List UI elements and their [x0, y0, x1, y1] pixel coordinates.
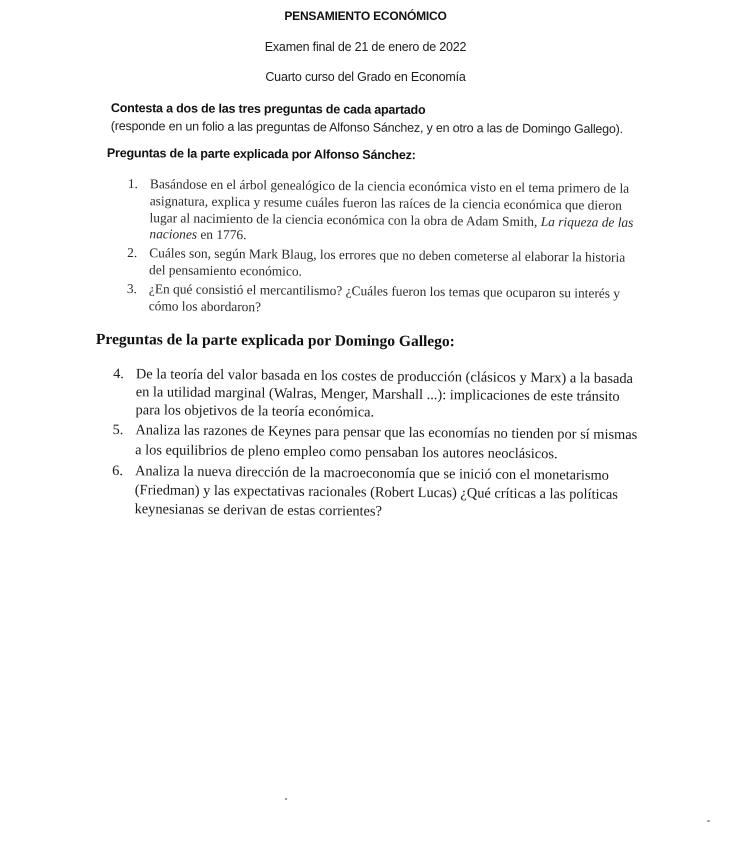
document-title: PENSAMIENTO ECONÓMICO — [284, 9, 447, 23]
question-text-end: en 1776. — [196, 227, 247, 243]
question-text: Analiza las razones de Keynes para pensar que las economías no tienden por sí mismas a los equilibrios de pleno empleo como pensaban los autores neoclásicos. — [135, 422, 638, 463]
book-title: La riqueza de las naciones — [149, 213, 634, 243]
question-text: Basándose en el árbol genealógico de la ciencia económica visto en el tema primero de la asignatura, explica y resume cuáles fueron las raíces de la ciencia económica que dieron lugar al nacimiento de la ciencia económica con la obra de Adam Smith, — [149, 176, 630, 229]
question-2 — [123, 245, 643, 284]
section-a-questions — [123, 176, 644, 321]
instructions-main: Contesta a dos de las tres preguntas de cada apartado — [110, 100, 426, 117]
question-number: 4. — [113, 366, 124, 383]
section-b-questions — [109, 366, 640, 525]
question-number: 3. — [126, 280, 137, 296]
question-5 — [109, 420, 639, 465]
question-text: De la teoría del valor basada en los costes de producción (clásicos y Marx) a la basada en la utilidad marginal (Walras, Menger, Marshall ...): implicaciones de este tránsito para los objetivos de la teoría económica. — [135, 366, 634, 421]
section-b-heading: Preguntas de la parte explicada por Domingo Gallego: — [95, 331, 455, 351]
question-number: 2. — [127, 245, 138, 261]
scan-speck — [707, 820, 710, 822]
scan-speck — [285, 798, 287, 800]
question-1 — [123, 176, 644, 248]
course-line: Cuarto curso del Grado en Economía — [265, 70, 466, 84]
exam-date: Examen final de 21 de enero de 2022 — [264, 40, 467, 54]
question-6 — [109, 462, 640, 524]
instructions-note: (responde en un folio a las preguntas de Alfonso Sánchez, y en otro a las de Domingo Gallego). — [110, 118, 623, 137]
instructions — [111, 99, 711, 139]
section-a-heading: Preguntas de la parte explicada por Alfonso Sánchez: — [106, 146, 416, 163]
question-text: Analiza la nueva dirección de la macroeconomía que se inició con el monetarismo (Friedman) y las expectativas racionales (Robert Lucas) ¿Qué críticas a las políticas keynesianas se derivan de estas corrientes? — [134, 463, 618, 521]
question-text: ¿En qué consistió el mercantilismo? ¿Cuáles fueron los temas que ocuparon su interés y cómo los abordaron? — [148, 281, 621, 314]
question-number: 6. — [112, 463, 124, 480]
question-4 — [109, 366, 639, 424]
question-number: 1. — [127, 176, 138, 192]
question-text: Cuáles son, según Mark Blaug, los errores que no deben cometerse al elaborar la historia del pensamiento económico. — [149, 245, 626, 279]
question-number: 5. — [112, 422, 124, 439]
question-3 — [123, 281, 643, 320]
